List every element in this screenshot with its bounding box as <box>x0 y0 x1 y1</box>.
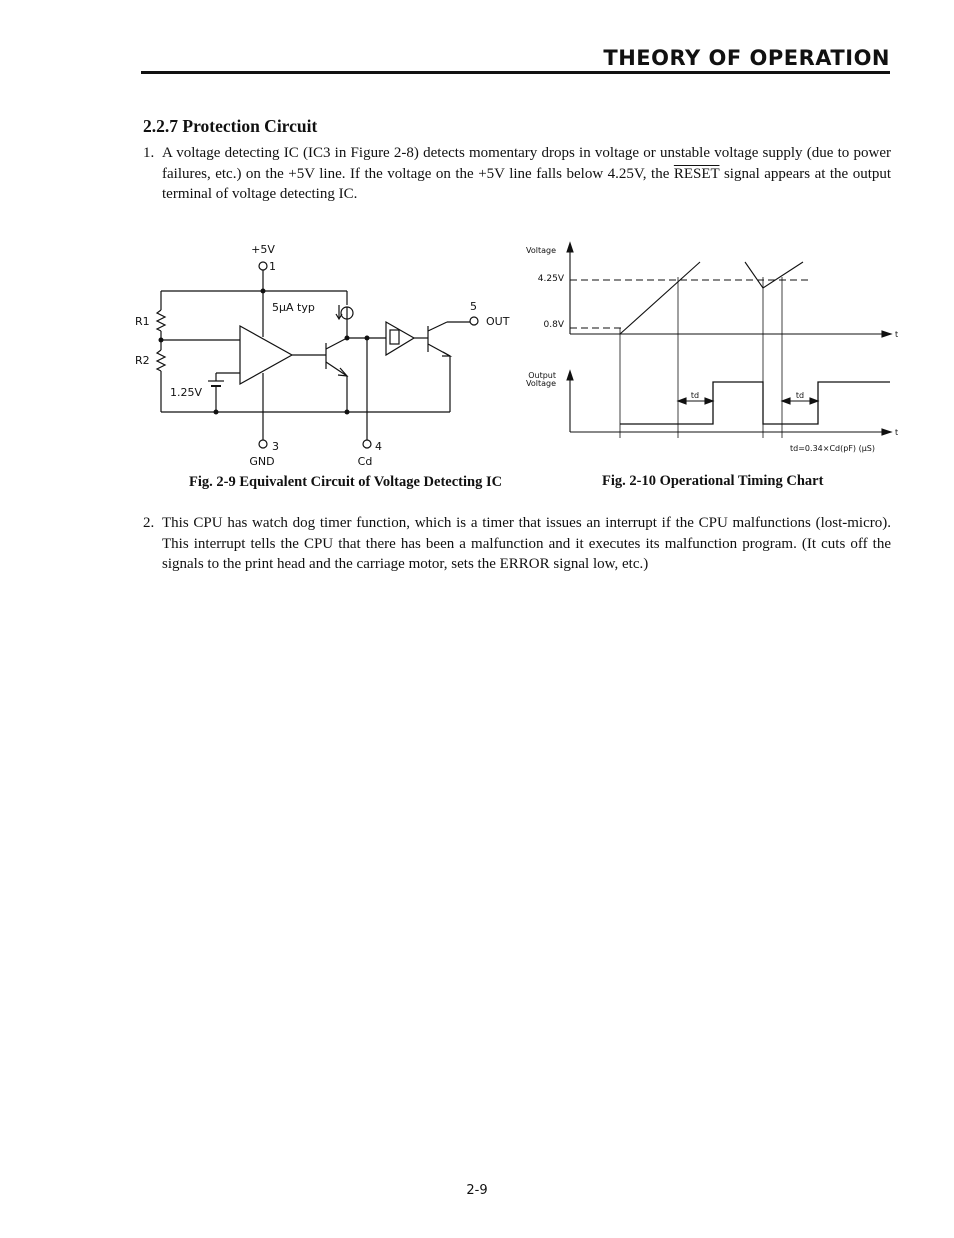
fig-2-9-caption: Fig. 2-9 Equivalent Circuit of Voltage Detecting IC <box>189 474 503 490</box>
page-header-title: THEORY OF OPERATION <box>603 46 890 70</box>
out-label: OUT <box>486 315 510 328</box>
threshold-4-25v-label: 4.25V <box>537 274 564 284</box>
td-label-1: td <box>690 391 700 400</box>
voltage-axis-label: Voltage <box>525 246 556 255</box>
output-axis-label-1: Output <box>528 371 556 380</box>
paragraph-2-number: 2. <box>143 515 155 531</box>
gnd-label: GND <box>249 455 275 468</box>
paragraph-2-text: This CPU has watch dog timer function, which is a timer that issues an interrupt if the CPU malfunctions (lost-micro). This interrupt tells the CPU that there has been a malfunction and it executes its malfunction program. (It cuts off the signals to the print head and the carriage motor, sets the ERROR signal low, etc.) <box>162 515 891 572</box>
td-label-2: td <box>795 391 805 400</box>
threshold-0-8v-label: 0.8V <box>543 320 564 330</box>
current-source-label: 5µA typ <box>272 301 315 314</box>
time-axis-label-output: t <box>895 428 899 437</box>
pin-5-label: 5 <box>470 300 477 313</box>
td-formula: td=0.34×Cd(pF) (µS) <box>790 444 875 453</box>
page-number: 2-9 <box>466 1183 488 1198</box>
vref-label: 1.25V <box>170 386 203 399</box>
paragraph-2 <box>143 513 891 575</box>
r1-label: R1 <box>135 315 150 328</box>
output-axis-label-2: Voltage <box>525 379 556 388</box>
pin-3-label: 3 <box>272 440 279 453</box>
pin-1-label: 1 <box>269 260 276 273</box>
fig-2-10-caption: Fig. 2-10 Operational Timing Chart <box>602 473 824 489</box>
paragraph-1-number: 1. <box>143 145 155 161</box>
paragraph-1-text-a: A voltage detecting IC (IC3 in Figure 2-8) detects momentary drops in voltage or unstable voltage supply (due to power failures, etc.) on the +5V line. If the voltage on the +5V line falls below 4.25V, the <box>162 145 891 182</box>
reset-signal-label: RESET <box>673 165 720 182</box>
timing-chart-diagram <box>0 0 954 500</box>
cd-label: Cd <box>357 455 373 468</box>
paragraph-1-text-b: signal appears at the output terminal of voltage detecting IC. <box>162 165 892 202</box>
time-axis-label-voltage: t <box>895 330 899 339</box>
vcc-label: +5V <box>251 243 275 256</box>
pin-4-label: 4 <box>375 440 382 453</box>
r2-label: R2 <box>135 354 150 367</box>
section-title: 2.2.7 Protection Circuit <box>143 116 318 136</box>
